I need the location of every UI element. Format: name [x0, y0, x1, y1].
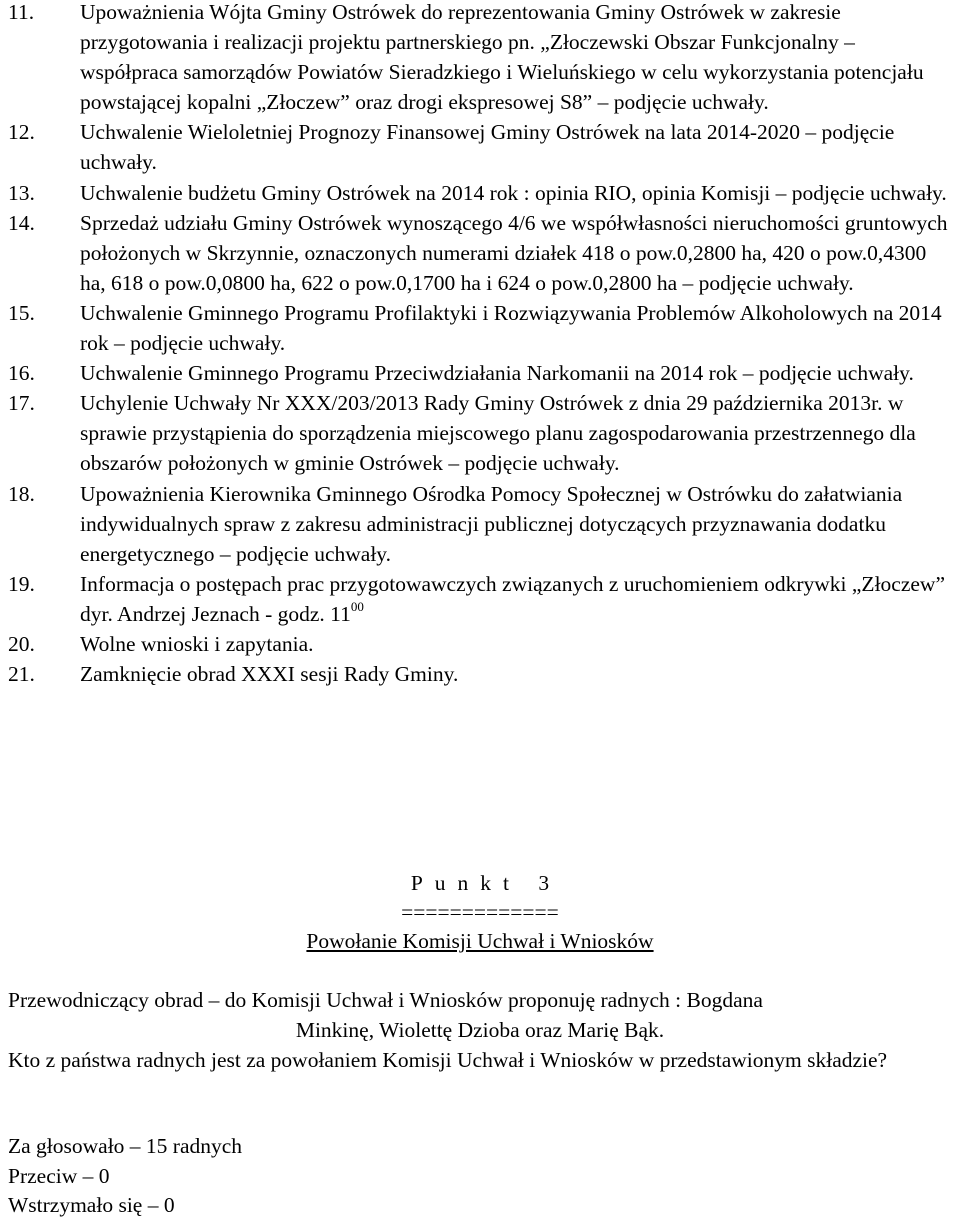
agenda-item-text: Uchwalenie budżetu Gminy Ostrówek na 2014 rok : opinia RIO, opinia Komisji – podjęcie uchwały.: [80, 180, 947, 205]
agenda-item: [0, 208, 960, 298]
votes-abstain: Wstrzymało się – 0: [8, 1193, 175, 1217]
agenda-item-text: Uchwalenie Wieloletniej Prognozy Finansowej Gminy Ostrówek na lata 2014-2020 – podjęcie uchwały.: [80, 120, 895, 175]
agenda-item: [0, 298, 960, 358]
agenda-item-text: Uchwalenie Gminnego Programu Profilaktyki i Rozwiązywania Problemów Alkoholowych na 2014 rok – podjęcie uchwały.: [80, 300, 942, 356]
agenda-item: [0, 388, 960, 478]
agenda-item-text: Upoważnienia Wójta Gminy Ostrówek do reprezentowania Gminy Ostrówek w zakresie przygotowania i realizacji projektu partnerskiego pn. „Złoczewski Obszar Funkcjonalny – współpraca samorządów Powiatów Sieradzkiego i Wieluńskiego w celu wykorzystania potencjału powstającej kopalni „Złoczew” oraz drogi ekspresowej S8” – podjęcie uchwały.: [80, 0, 924, 115]
agenda-item-text: Upoważnienia Kierownika Gminnego Ośrodka Pomocy Społecznej w Ostrówku do załatwiania indywidualnych spraw z zakresu administracji publicznej dotyczących przyznawania dodatku energetycznego – podjęcie uchwały.: [80, 481, 903, 566]
votes-against: Przeciw – 0: [8, 1163, 110, 1188]
agenda-item-text: Sprzedaż udziału Gminy Ostrówek wynoszącego 4/6 we współwłasności nieruchomości gruntowych położonych w Skrzynnie, oznaczonych numerami działek 418 o pow.0,2800 ha, 420 o pow.0,4300 ha, 618 o pow.0,0800 ha, 622 o pow.0,1700 ha i 624 o pow.0,2800 ha – podjęcie uchwały.: [80, 210, 948, 295]
proposal-line: Przewodniczący obrad – do Komisji Uchwał i Wniosków proponuję radnych : Bogdana: [8, 988, 763, 1012]
agenda-item-number: 13.: [8, 180, 35, 205]
agenda-item-text: Uchylenie Uchwały Nr XXX/203/2013 Rady Gminy Ostrówek z dnia 29 października 2013r. w sprawie przystąpienia do sporządzenia miejscowego planu zagospodarowania przestrzennego dla obszarów położonych w gminie Ostrówek – podjęcie uchwały.: [80, 391, 916, 476]
agenda-item: [0, 629, 960, 659]
proposal-paragraph: [8, 985, 952, 1045]
section-title: Powołanie Komisji Uchwał i Wniosków: [306, 929, 654, 953]
agenda-item-number: 20.: [8, 631, 35, 656]
agenda-item-number: 21.: [8, 662, 35, 687]
agenda-item: [0, 178, 960, 208]
agenda-item-text: Informacja o postępach prac przygotowawczych związanych z uruchomieniem odkrywki „Złoczew” dyr. Andrzej Jeznach - godz. 11: [80, 571, 945, 626]
agenda-item-number: 16.: [8, 361, 35, 386]
agenda-item-number: 15.: [8, 300, 35, 325]
agenda-item-text-wrap: [80, 569, 952, 629]
agenda-item-number: 11.: [8, 0, 35, 24]
section-heading: Punkt 3: [410, 871, 562, 895]
agenda-item-number: 18.: [8, 481, 35, 506]
agenda-item: [0, 117, 960, 177]
time-superscript: 00: [350, 598, 364, 614]
agenda-item: [0, 479, 960, 569]
agenda-item: [0, 0, 960, 117]
agenda-item-number: 19.: [8, 571, 35, 596]
agenda-item: [0, 358, 960, 388]
agenda-item-text: Zamknięcie obrad XXXI sesji Rady Gminy.: [80, 662, 459, 687]
agenda-item-number: 14.: [8, 210, 35, 235]
agenda-item-text: Wolne wnioski i zapytania.: [80, 631, 314, 656]
agenda-item-text: Uchwalenie Gminnego Programu Przeciwdziałania Narkomanii na 2014 rok – podjęcie uchwały.: [80, 361, 914, 386]
agenda-item-number: 12.: [8, 120, 35, 145]
question-paragraph: Kto z państwa radnych jest za powołaniem Komisji Uchwał i Wniosków w przedstawionym składzie?: [8, 1048, 888, 1072]
agenda-item: [0, 569, 960, 629]
section-rule: =============: [401, 900, 559, 924]
vote-results: [8, 1132, 242, 1221]
proposal-line-centered: Minkinę, Wiolettę Dzioba oraz Marię Bąk.: [295, 1018, 665, 1042]
agenda-item-number: 17.: [8, 391, 35, 416]
agenda-item: [0, 659, 960, 689]
votes-for: Za głosowało – 15 radnych: [8, 1134, 243, 1158]
